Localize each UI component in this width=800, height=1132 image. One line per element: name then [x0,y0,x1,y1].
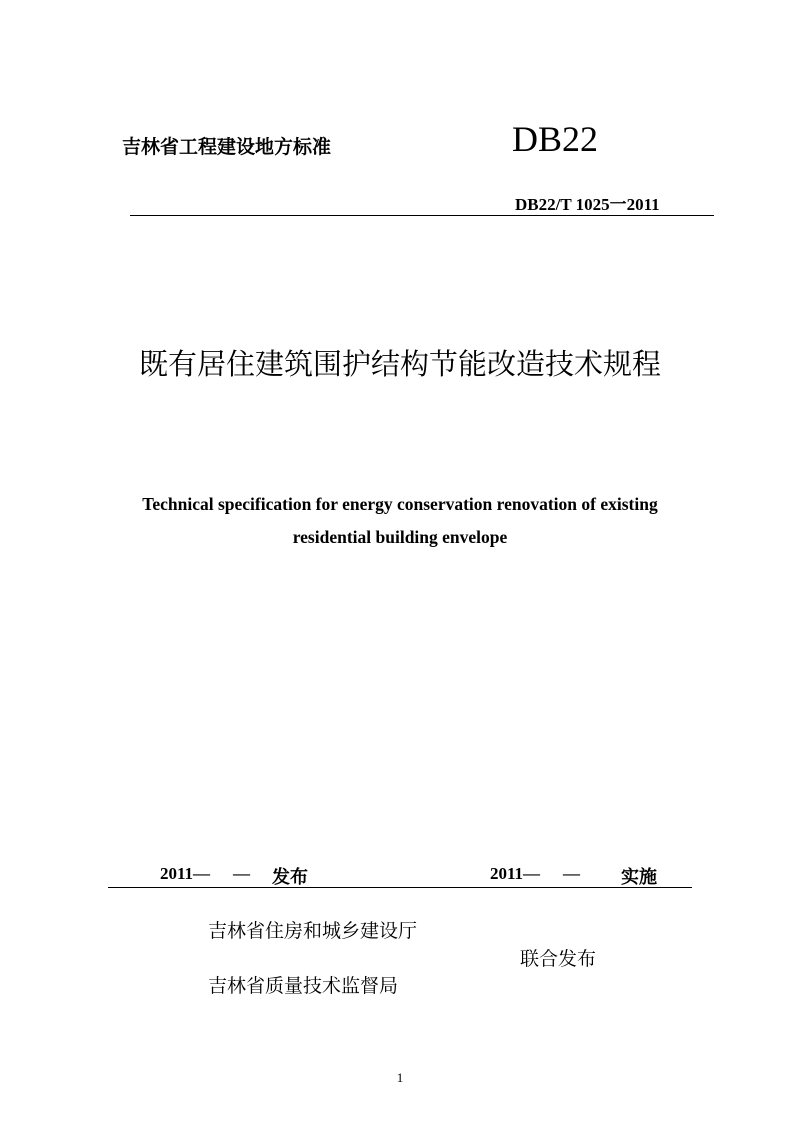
english-title-line-2: residential building envelope [292,527,508,547]
issuer-quality-bureau: 吉林省质量技术监督局 [208,975,399,997]
page-number: 1 [396,1070,404,1085]
standard-number: DB22/T 1025一2011 [515,195,660,214]
publish-date-separator: — [233,864,250,883]
db-code: DB22 [512,119,599,159]
publish-label: 发布 [272,867,308,888]
issuer-housing-department: 吉林省住房和城乡建设厅 [208,920,418,942]
footer-divider [108,887,692,888]
header-divider [130,215,714,216]
english-title-line-1: Technical specification for energy conservation renovation of existing [142,494,658,514]
publish-year: 2011— [160,864,211,883]
provincial-standard-label: 吉林省工程建设地方标准 [122,136,332,158]
implement-label: 实施 [621,867,657,888]
chinese-title: 既有居住建筑围护结构节能改造技术规程 [138,347,661,381]
implement-year: 2011— [490,864,541,883]
implement-date-separator: — [563,864,580,883]
joint-issue-label: 联合发布 [520,948,597,970]
